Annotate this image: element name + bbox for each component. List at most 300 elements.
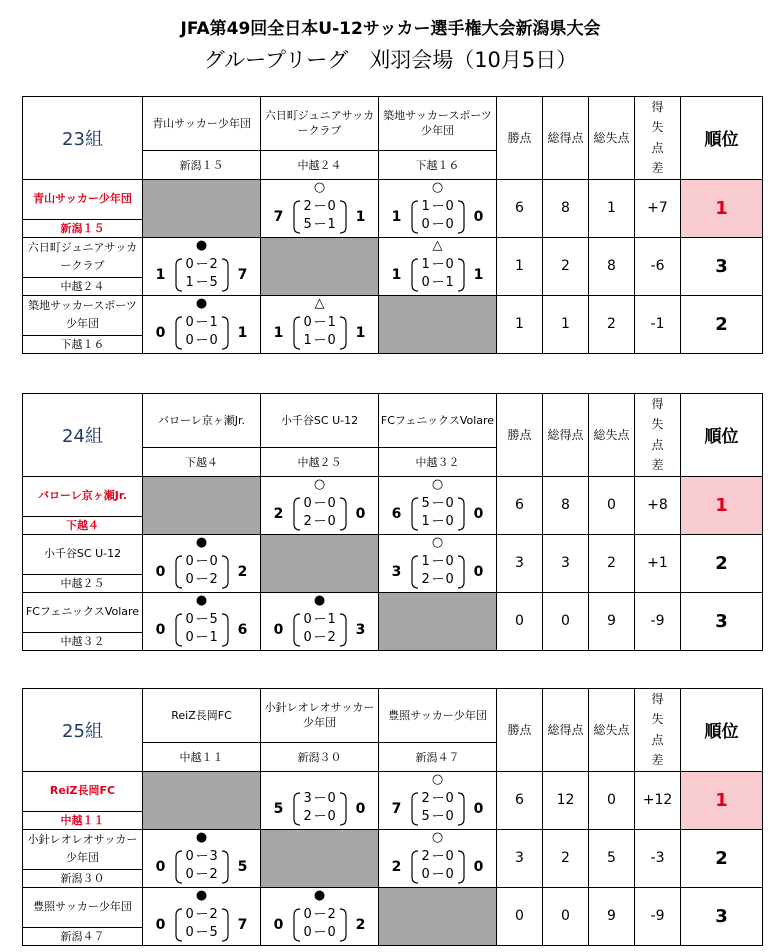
- result-symbol: ●: [195, 829, 208, 845]
- score-total-right: 0: [473, 505, 484, 522]
- half-score-h1l: 3: [303, 790, 312, 806]
- match-score: [261, 905, 378, 945]
- score-dash: ー: [431, 216, 445, 232]
- column-team-name: 青山サッカー少年団: [143, 97, 261, 151]
- result-symbol: ○: [431, 534, 444, 550]
- team-stat-ga: 8: [589, 237, 635, 295]
- score-dash: ー: [431, 495, 445, 511]
- score-total-left: 1: [273, 324, 284, 341]
- score-dash: ー: [431, 808, 445, 824]
- score-total-right: 5: [237, 858, 248, 875]
- header-goals-against: 総失点: [589, 97, 635, 180]
- half-score-h1l: 0: [185, 611, 194, 627]
- score-dash: ー: [313, 629, 327, 645]
- team-stat-gf: 2: [543, 237, 589, 295]
- match-score: [143, 905, 260, 945]
- half-score-h1r: 1: [327, 611, 336, 627]
- result-symbol: ●: [313, 592, 326, 608]
- team-stat-ga: 2: [589, 295, 635, 353]
- score-dash: ー: [195, 848, 209, 864]
- score-dash: ー: [195, 611, 209, 627]
- score-total-right: 0: [355, 505, 366, 522]
- half-scores: [292, 496, 348, 532]
- team-stat-gd: -3: [635, 829, 681, 887]
- row-team-region: 新潟３０: [23, 869, 143, 887]
- team-stat-gd: -6: [635, 237, 681, 295]
- header-goals-for: 総得点: [543, 97, 589, 180]
- group-name: 25組: [23, 689, 143, 772]
- score-total-right: 6: [237, 621, 248, 638]
- half-score-h2l: 2: [421, 571, 430, 587]
- score-dash: ー: [431, 571, 445, 587]
- team-row: [23, 476, 763, 516]
- half-score-h2r: 5: [209, 924, 218, 940]
- score-total-left: 7: [391, 800, 402, 817]
- match-result-cell: [261, 771, 379, 829]
- column-team-name: 小針レオレオサッカー少年団: [261, 689, 379, 743]
- match-result-cell: [143, 829, 261, 887]
- match-score: [261, 610, 378, 650]
- half-score-h1r: 0: [209, 553, 218, 569]
- result-symbol: ○: [313, 179, 326, 195]
- half-score-h1r: 2: [209, 256, 218, 272]
- half-score-h2r: 0: [327, 924, 336, 940]
- half-score-h2l: 1: [185, 274, 194, 290]
- match-score: [143, 552, 260, 592]
- match-score: [261, 197, 378, 237]
- column-team-name: 小千谷SC U-12: [261, 394, 379, 448]
- header-goal-diff: 得失点差: [635, 394, 681, 477]
- column-team-region: 中越１１: [143, 742, 261, 771]
- score-total-left: 7: [273, 208, 284, 225]
- result-symbol: ●: [195, 295, 208, 311]
- match-score: [261, 494, 378, 534]
- half-scores: [292, 791, 348, 827]
- half-scores: [410, 496, 466, 532]
- half-score-h1l: 0: [303, 611, 312, 627]
- row-team-name: 小針レオレオサッカー少年団: [23, 829, 143, 869]
- score-total-right: 1: [355, 324, 366, 341]
- team-stat-pts: 3: [497, 534, 543, 592]
- half-score-h1l: 0: [185, 314, 194, 330]
- score-total-left: 0: [273, 916, 284, 933]
- half-score-h1r: 2: [327, 906, 336, 922]
- team-stat-ga: 2: [589, 534, 635, 592]
- half-score-h1l: 5: [421, 495, 430, 511]
- half-score-h1r: 0: [327, 198, 336, 214]
- half-score-h2l: 0: [421, 216, 430, 232]
- header-rank: 順位: [681, 394, 763, 477]
- half-score-h2l: 5: [303, 216, 312, 232]
- result-symbol: △: [314, 295, 325, 311]
- match-result-cell: [379, 534, 497, 592]
- result-symbol: ●: [313, 887, 326, 903]
- column-team-region: 下越１６: [379, 150, 497, 179]
- row-team-region: 下越４: [23, 516, 143, 534]
- match-score: [261, 313, 378, 353]
- venue-subtitle: グループリーグ 刈羽会場（10月5日）: [203, 48, 578, 72]
- team-rank: 1: [681, 771, 763, 829]
- score-total-left: 2: [273, 505, 284, 522]
- team-stat-gf: 12: [543, 771, 589, 829]
- team-stat-pts: 6: [497, 179, 543, 237]
- row-team-region: 下越１６: [23, 335, 143, 353]
- half-score-h1r: 0: [327, 495, 336, 511]
- score-dash: ー: [313, 495, 327, 511]
- half-scores: [174, 315, 230, 351]
- match-score: [379, 847, 496, 887]
- group-name: 24組: [23, 394, 143, 477]
- half-score-h1l: 2: [303, 198, 312, 214]
- half-score-h1r: 0: [445, 495, 454, 511]
- score-dash: ー: [431, 513, 445, 529]
- team-row: [23, 829, 763, 869]
- team-stat-ga: 1: [589, 179, 635, 237]
- team-stat-gd: -9: [635, 887, 681, 945]
- row-team-name: バローレ京ヶ瀬Jr.: [23, 476, 143, 516]
- half-scores: [292, 612, 348, 648]
- self-match-cell: [379, 887, 497, 945]
- score-dash: ー: [313, 332, 327, 348]
- team-rank: 3: [681, 592, 763, 650]
- score-dash: ー: [195, 906, 209, 922]
- team-stat-pts: 0: [497, 592, 543, 650]
- half-scores: [410, 849, 466, 885]
- half-score-h2r: 0: [445, 571, 454, 587]
- match-result-cell: [379, 237, 497, 295]
- header-goal-diff: 得失点差: [635, 689, 681, 772]
- team-row: [23, 179, 763, 219]
- match-result-cell: [261, 476, 379, 534]
- match-score: [379, 552, 496, 592]
- half-scores: [292, 907, 348, 943]
- team-stat-ga: 9: [589, 592, 635, 650]
- score-dash: ー: [313, 513, 327, 529]
- score-total-right: 2: [355, 916, 366, 933]
- half-score-h2l: 0: [185, 332, 194, 348]
- match-score: [143, 255, 260, 295]
- score-total-right: 0: [355, 800, 366, 817]
- half-scores: [174, 907, 230, 943]
- half-score-h2l: 2: [303, 513, 312, 529]
- score-total-right: 3: [355, 621, 366, 638]
- score-total-right: 7: [237, 266, 248, 283]
- result-symbol: △: [432, 237, 443, 253]
- team-rank: 2: [681, 534, 763, 592]
- score-total-left: 0: [155, 621, 166, 638]
- score-total-left: 0: [155, 916, 166, 933]
- half-scores: [174, 554, 230, 590]
- team-stat-pts: 3: [497, 829, 543, 887]
- column-team-region: 新潟４７: [379, 742, 497, 771]
- header-goals-against: 総失点: [589, 689, 635, 772]
- match-result-cell: [379, 829, 497, 887]
- score-dash: ー: [195, 924, 209, 940]
- half-score-h2l: 5: [421, 808, 430, 824]
- team-rank: 1: [681, 476, 763, 534]
- self-match-cell: [379, 295, 497, 353]
- match-result-cell: [143, 592, 261, 650]
- half-score-h1l: 2: [421, 848, 430, 864]
- score-total-left: 0: [155, 858, 166, 875]
- half-score-h2l: 2: [303, 808, 312, 824]
- self-match-cell: [261, 237, 379, 295]
- half-score-h2r: 0: [209, 332, 218, 348]
- score-total-left: 1: [391, 266, 402, 283]
- self-match-cell: [261, 829, 379, 887]
- half-score-h2r: 2: [209, 571, 218, 587]
- half-score-h1r: 3: [209, 848, 218, 864]
- half-score-h1l: 0: [303, 906, 312, 922]
- score-total-right: 1: [237, 324, 248, 341]
- score-dash: ー: [195, 866, 209, 882]
- score-dash: ー: [313, 198, 327, 214]
- half-score-h2r: 1: [209, 629, 218, 645]
- tournament-title: JFA第49回全日本U-12サッカー選手権大会新潟県大会: [180, 19, 601, 39]
- half-score-h1r: 5: [209, 611, 218, 627]
- match-result-cell: [379, 771, 497, 829]
- row-team-name: ReiZ長岡FC: [23, 771, 143, 811]
- team-stat-ga: 0: [589, 476, 635, 534]
- row-team-name: 豊照サッカー少年団: [23, 887, 143, 927]
- half-score-h2r: 0: [445, 513, 454, 529]
- match-score: [379, 255, 496, 295]
- team-row: [23, 295, 763, 335]
- result-symbol: ○: [431, 179, 444, 195]
- match-score: [379, 494, 496, 534]
- match-result-cell: [379, 476, 497, 534]
- half-score-h2r: 0: [327, 808, 336, 824]
- column-team-name: 豊照サッカー少年団: [379, 689, 497, 743]
- half-score-h1r: 1: [327, 314, 336, 330]
- half-scores: [410, 199, 466, 235]
- row-team-region: 中越３２: [23, 632, 143, 650]
- result-symbol: ●: [195, 534, 208, 550]
- header-row: [23, 394, 763, 448]
- half-score-h2l: 0: [421, 274, 430, 290]
- half-score-h2l: 1: [303, 332, 312, 348]
- row-team-name: FCフェニックスVolare: [23, 592, 143, 632]
- half-score-h2l: 0: [185, 866, 194, 882]
- score-total-left: 0: [273, 621, 284, 638]
- half-scores: [292, 199, 348, 235]
- score-total-left: 1: [155, 266, 166, 283]
- self-match-cell: [143, 771, 261, 829]
- team-stat-gd: +12: [635, 771, 681, 829]
- half-score-h1l: 1: [421, 198, 430, 214]
- team-stat-pts: 1: [497, 237, 543, 295]
- column-team-name: ReiZ長岡FC: [143, 689, 261, 743]
- half-score-h2r: 0: [445, 866, 454, 882]
- match-result-cell: [143, 534, 261, 592]
- team-stat-gf: 1: [543, 295, 589, 353]
- score-dash: ー: [431, 790, 445, 806]
- row-team-name: 築地サッカースポーツ少年団: [23, 295, 143, 335]
- row-team-region: 中越１１: [23, 811, 143, 829]
- self-match-cell: [143, 179, 261, 237]
- team-stat-gd: +8: [635, 476, 681, 534]
- match-result-cell: [261, 295, 379, 353]
- row-team-region: 新潟４７: [23, 927, 143, 945]
- score-total-left: 0: [155, 563, 166, 580]
- match-result-cell: [261, 592, 379, 650]
- team-stat-ga: 0: [589, 771, 635, 829]
- score-dash: ー: [195, 571, 209, 587]
- match-result-cell: [261, 887, 379, 945]
- half-score-h2r: 0: [445, 216, 454, 232]
- half-score-h1r: 0: [445, 790, 454, 806]
- column-team-region: 中越２５: [261, 447, 379, 476]
- score-total-left: 6: [391, 505, 402, 522]
- score-dash: ー: [313, 216, 327, 232]
- score-total-right: 1: [473, 266, 484, 283]
- header-goals-against: 総失点: [589, 394, 635, 477]
- half-score-h2r: 0: [445, 808, 454, 824]
- half-score-h1l: 2: [421, 790, 430, 806]
- column-team-name: 築地サッカースポーツ少年団: [379, 97, 497, 151]
- half-score-h1r: 0: [445, 198, 454, 214]
- self-match-cell: [379, 592, 497, 650]
- match-result-cell: [143, 237, 261, 295]
- half-scores: [292, 315, 348, 351]
- team-rank: 1: [681, 179, 763, 237]
- row-team-name: 小千谷SC U-12: [23, 534, 143, 574]
- half-score-h1r: 0: [327, 790, 336, 806]
- team-stat-gf: 0: [543, 887, 589, 945]
- team-stat-ga: 5: [589, 829, 635, 887]
- half-score-h1l: 0: [185, 906, 194, 922]
- team-rank: 2: [681, 829, 763, 887]
- header-points: 勝点: [497, 394, 543, 477]
- header-points: 勝点: [497, 97, 543, 180]
- column-team-region: 下越４: [143, 447, 261, 476]
- score-total-left: 3: [391, 563, 402, 580]
- score-dash: ー: [431, 553, 445, 569]
- score-dash: ー: [431, 848, 445, 864]
- header-points: 勝点: [497, 689, 543, 772]
- half-scores: [174, 612, 230, 648]
- match-score: [143, 313, 260, 353]
- match-score: [379, 197, 496, 237]
- score-dash: ー: [195, 314, 209, 330]
- half-scores: [174, 257, 230, 293]
- result-symbol: ○: [431, 476, 444, 492]
- team-stat-gf: 8: [543, 476, 589, 534]
- row-team-region: 中越２４: [23, 277, 143, 295]
- column-team-region: 新潟３０: [261, 742, 379, 771]
- row-team-region: 中越２５: [23, 574, 143, 592]
- team-rank: 3: [681, 237, 763, 295]
- score-total-left: 5: [273, 800, 284, 817]
- column-team-region: 中越３２: [379, 447, 497, 476]
- self-match-cell: [143, 476, 261, 534]
- half-scores: [410, 257, 466, 293]
- header-rank: 順位: [681, 97, 763, 180]
- half-score-h1l: 0: [303, 495, 312, 511]
- half-score-h1l: 0: [185, 256, 194, 272]
- score-dash: ー: [313, 906, 327, 922]
- match-score: [143, 847, 260, 887]
- half-score-h1r: 0: [445, 256, 454, 272]
- column-team-name: FCフェニックスVolare: [379, 394, 497, 448]
- result-symbol: ○: [431, 829, 444, 845]
- row-team-name: 六日町ジュニアサッカークラブ: [23, 237, 143, 277]
- half-score-h2r: 2: [209, 866, 218, 882]
- half-score-h1r: 0: [445, 848, 454, 864]
- half-score-h1l: 1: [421, 553, 430, 569]
- header-goals-for: 総得点: [543, 689, 589, 772]
- team-row: [23, 771, 763, 811]
- column-team-region: 中越２４: [261, 150, 379, 179]
- match-result-cell: [261, 179, 379, 237]
- column-team-name: 六日町ジュニアサッカークラブ: [261, 97, 379, 151]
- half-score-h2r: 2: [327, 629, 336, 645]
- row-team-name: 青山サッカー少年団: [23, 179, 143, 219]
- half-scores: [410, 554, 466, 590]
- half-score-h2l: 0: [185, 924, 194, 940]
- team-stat-gf: 3: [543, 534, 589, 592]
- team-rank: 3: [681, 887, 763, 945]
- half-score-h1r: 1: [209, 314, 218, 330]
- half-score-h2l: 0: [185, 571, 194, 587]
- match-result-cell: [143, 295, 261, 353]
- score-total-right: 2: [237, 563, 248, 580]
- half-score-h2r: 0: [327, 332, 336, 348]
- half-score-h2r: 5: [209, 274, 218, 290]
- score-dash: ー: [431, 866, 445, 882]
- score-dash: ー: [313, 314, 327, 330]
- half-score-h2l: 0: [185, 629, 194, 645]
- match-score: [261, 789, 378, 829]
- score-dash: ー: [313, 611, 327, 627]
- self-match-cell: [261, 534, 379, 592]
- score-total-right: 7: [237, 916, 248, 933]
- header-rank: 順位: [681, 689, 763, 772]
- half-scores: [410, 791, 466, 827]
- score-dash: ー: [431, 198, 445, 214]
- half-score-h2r: 1: [327, 216, 336, 232]
- half-score-h1l: 0: [185, 553, 194, 569]
- half-score-h2l: 1: [421, 513, 430, 529]
- header-goals-for: 総得点: [543, 394, 589, 477]
- group-table: [22, 688, 763, 946]
- score-total-right: 0: [473, 800, 484, 817]
- row-team-region: 新潟１５: [23, 219, 143, 237]
- score-total-left: 0: [155, 324, 166, 341]
- score-total-right: 0: [473, 858, 484, 875]
- score-dash: ー: [431, 274, 445, 290]
- result-symbol: ●: [195, 887, 208, 903]
- team-stat-pts: 6: [497, 476, 543, 534]
- header-row: [23, 689, 763, 743]
- group-name: 23組: [23, 97, 143, 180]
- half-score-h2l: 0: [303, 924, 312, 940]
- result-symbol: ○: [431, 771, 444, 787]
- half-scores: [174, 849, 230, 885]
- group-table: [22, 393, 763, 651]
- match-score: [379, 789, 496, 829]
- result-symbol: ●: [195, 592, 208, 608]
- header-row: [23, 97, 763, 151]
- group-table: [22, 96, 763, 354]
- score-total-left: 2: [391, 858, 402, 875]
- match-result-cell: [379, 179, 497, 237]
- half-score-h2l: 0: [303, 629, 312, 645]
- team-rank: 2: [681, 295, 763, 353]
- team-stat-gd: -1: [635, 295, 681, 353]
- score-total-right: 1: [355, 208, 366, 225]
- score-dash: ー: [195, 332, 209, 348]
